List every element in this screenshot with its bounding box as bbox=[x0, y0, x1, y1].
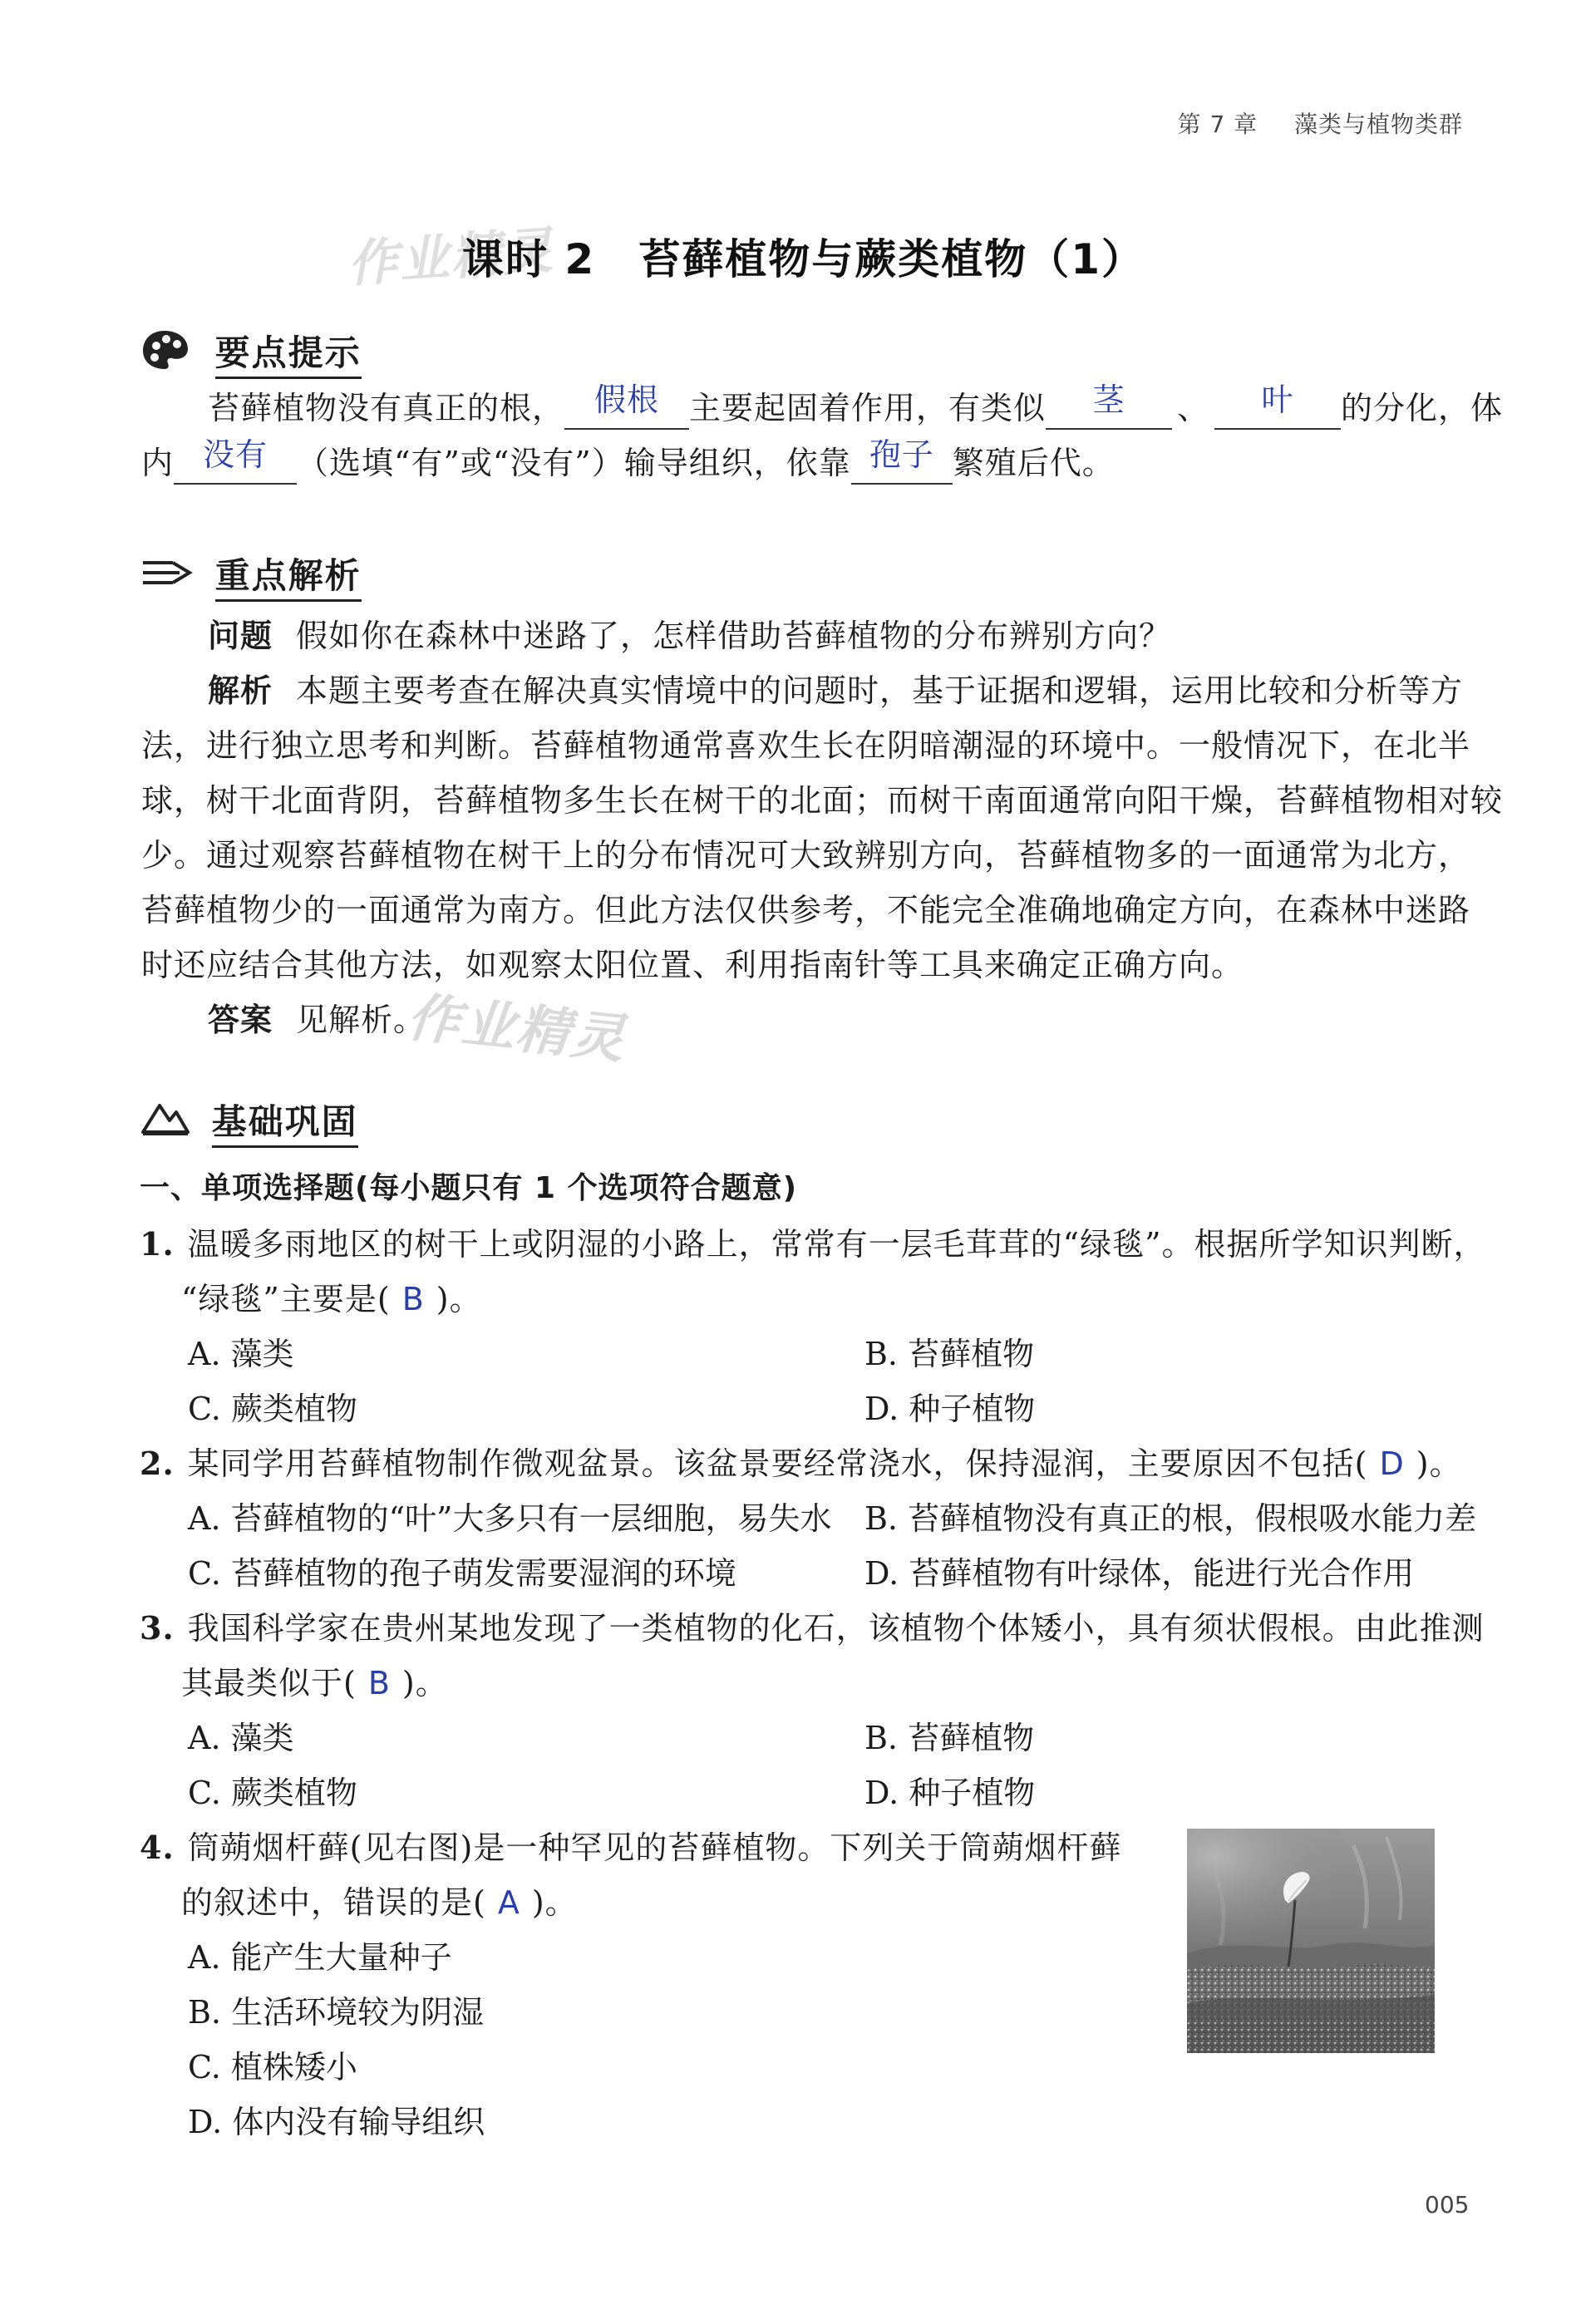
fill-blank-3 bbox=[1214, 382, 1341, 430]
q3-option-d: D. 种子植物 bbox=[864, 1775, 1036, 1811]
analysis-line-2: 法，进行独立思考和判断。苔藓植物通常喜欢生长在阴暗潮湿的环境中。一般情况下，在北半 bbox=[141, 727, 1471, 764]
question-text: 我国科学家在贵州某地发现了一类植物的化石，该植物个体矮小，具有须状假根。由此推测 bbox=[187, 1610, 1485, 1647]
question-number: 3. bbox=[140, 1609, 175, 1647]
handwritten-answer: D bbox=[1379, 1445, 1405, 1482]
q1-option-b: B. 苔藓植物 bbox=[864, 1336, 1035, 1372]
handwritten-answer: B bbox=[367, 1665, 391, 1701]
fill-blank-5 bbox=[851, 436, 953, 485]
question-1-line-1 bbox=[140, 1217, 1486, 1272]
handwritten-answer: A bbox=[497, 1884, 520, 1921]
handwritten-answer: B bbox=[401, 1281, 425, 1317]
question-text: “绿毯”主要是( bbox=[181, 1281, 391, 1317]
question-text: 的叙述中，错误的是( bbox=[181, 1884, 486, 1921]
analysis-question bbox=[208, 608, 1171, 663]
basics-title: 基础巩固 bbox=[212, 1101, 358, 1148]
question-text: )。 bbox=[436, 1281, 482, 1317]
list-arrow-icon bbox=[140, 554, 193, 602]
analysis-line-6: 时还应结合其他方法，如观察太阳位置、利用指南针等工具来确定正确方向。 bbox=[141, 947, 1244, 983]
section-analysis bbox=[140, 554, 362, 602]
key-points-text: 繁殖后代。 bbox=[952, 445, 1115, 481]
question-number: 1. bbox=[140, 1225, 175, 1263]
lesson-title: 课时 2 苔藓植物与蕨类植物（1） bbox=[462, 235, 1145, 283]
q3-option-c: C. 蕨类植物 bbox=[188, 1775, 357, 1811]
key-points-text: 的分化，体 bbox=[1341, 390, 1504, 426]
q4-option-b: B. 生活环境较为阴湿 bbox=[188, 1994, 485, 2031]
q4-option-c: C. 植株矮小 bbox=[188, 2049, 357, 2085]
answer-label: 答案 bbox=[208, 1002, 273, 1038]
q1-option-a: A. 藻类 bbox=[188, 1336, 294, 1372]
fill-blank-2 bbox=[1046, 382, 1172, 430]
explain-label: 解析 bbox=[208, 672, 273, 709]
question-text: )。 bbox=[531, 1884, 578, 1921]
q2-option-d: D. 苔藓植物有叶绿体，能进行光合作用 bbox=[864, 1555, 1415, 1592]
key-points-text: 内 bbox=[141, 445, 175, 481]
question-text: 假如你在森林中迷路了，怎样借助苔藓植物的分布辨别方向？ bbox=[296, 618, 1172, 654]
analysis-line-1 bbox=[208, 663, 1463, 718]
handwritten-answer: 孢子 bbox=[869, 436, 934, 473]
page-number: 005 bbox=[1425, 2191, 1470, 2218]
analysis-line-5: 苔藓植物少的一面通常为南方。但此方法仅供参考，不能完全准确地确定方向，在森林中迷路 bbox=[141, 892, 1471, 928]
q4-option-d: D. 体内没有输导组织 bbox=[188, 2104, 485, 2140]
chapter-title: 藻类与植物类群 bbox=[1293, 111, 1463, 138]
part1-title: 一、单项选择题(每小题只有 1 个选项符合题意) bbox=[140, 1171, 798, 1205]
mountain-icon bbox=[140, 1099, 190, 1150]
moss-photo-illustration bbox=[1187, 1829, 1435, 2053]
question-text: 筒蒴烟杆藓(见右图)是一种罕见的苔藓植物。下列关于筒蒴烟杆藓 bbox=[187, 1829, 1122, 1866]
q1-option-d: D. 种子植物 bbox=[864, 1391, 1036, 1427]
question-text: 温暖多雨地区的树干上或阴湿的小路上，常常有一层毛茸茸的“绿毯”。根据所学知识判断， bbox=[187, 1226, 1486, 1263]
handwritten-answer: 茎 bbox=[1092, 382, 1125, 418]
key-points-line-1 bbox=[208, 381, 1503, 436]
key-points-text: 苔藓植物没有真正的根， bbox=[208, 390, 565, 426]
q3-option-b: B. 苔藓植物 bbox=[864, 1720, 1035, 1756]
handwritten-answer: 叶 bbox=[1261, 382, 1294, 418]
section-basics bbox=[140, 1099, 358, 1150]
question-text: )。 bbox=[401, 1665, 448, 1701]
question-number: 2. bbox=[140, 1445, 175, 1482]
question-3-line-2 bbox=[181, 1656, 448, 1711]
key-points-text: 主要起固着作用，有类似 bbox=[689, 390, 1047, 426]
question-label: 问题 bbox=[208, 618, 273, 654]
handwritten-answer: 假根 bbox=[594, 382, 660, 418]
key-points-line-2 bbox=[141, 436, 1115, 490]
analysis-line-3: 球，树干北面背阴，苔藓植物多生长在树干的北面；而树干南面通常向阳干燥，苔藓植物相对较 bbox=[141, 782, 1504, 819]
watermark-mid: 作业精灵 bbox=[404, 987, 629, 1071]
question-2-line-1 bbox=[140, 1436, 1462, 1491]
section-key-points bbox=[140, 327, 362, 383]
question-4-line-1 bbox=[140, 1820, 1121, 1875]
analysis-line-4: 少。通过观察苔藓植物在树干上的分布情况可大致辨别方向，苔藓植物多的一面通常为北方， bbox=[141, 837, 1471, 874]
q1-option-c: C. 蕨类植物 bbox=[188, 1391, 357, 1427]
moss-photo bbox=[1187, 1829, 1435, 2053]
question-1-line-2 bbox=[181, 1272, 482, 1327]
explain-text: 本题主要考查在解决真实情境中的问题时，基于证据和逻辑，运用比较和分析等方 bbox=[296, 672, 1464, 709]
palette-icon bbox=[140, 327, 191, 383]
fill-blank-4 bbox=[174, 436, 297, 485]
key-points-title: 要点提示 bbox=[215, 332, 362, 379]
question-number: 4. bbox=[140, 1829, 175, 1866]
fill-blank-1 bbox=[564, 382, 689, 430]
watermark-top: 作业精灵 bbox=[346, 221, 556, 294]
analysis-answer bbox=[208, 992, 426, 1047]
separator: 、 bbox=[1177, 390, 1210, 426]
question-text: 其最类似于( bbox=[181, 1665, 357, 1701]
question-4-line-2 bbox=[181, 1875, 578, 1930]
question-3-line-1 bbox=[140, 1601, 1485, 1656]
q4-option-a: A. 能产生大量种子 bbox=[188, 1939, 452, 1976]
analysis-title: 重点解析 bbox=[215, 555, 362, 602]
page-header bbox=[1178, 106, 1463, 140]
q2-option-c: C. 苔藓植物的孢子萌发需要湿润的环境 bbox=[188, 1555, 736, 1592]
q2-option-a: A. 苔藓植物的“叶”大多只有一层细胞，易失水 bbox=[188, 1500, 832, 1537]
q3-option-a: A. 藻类 bbox=[188, 1720, 294, 1756]
handwritten-answer: 没有 bbox=[203, 436, 268, 473]
chapter-number: 第 7 章 bbox=[1177, 111, 1258, 138]
answer-text: 见解析。 bbox=[296, 1002, 426, 1038]
question-text: 某同学用苔藓植物制作微观盆景。该盆景要经常浇水，保持湿润，主要原因不包括( bbox=[187, 1445, 1368, 1482]
key-points-text: （选填“有”或“没有”）输导组织，依靠 bbox=[297, 445, 851, 481]
question-text: )。 bbox=[1416, 1445, 1462, 1482]
q2-option-b: B. 苔藓植物没有真正的根，假根吸水能力差 bbox=[864, 1500, 1477, 1537]
